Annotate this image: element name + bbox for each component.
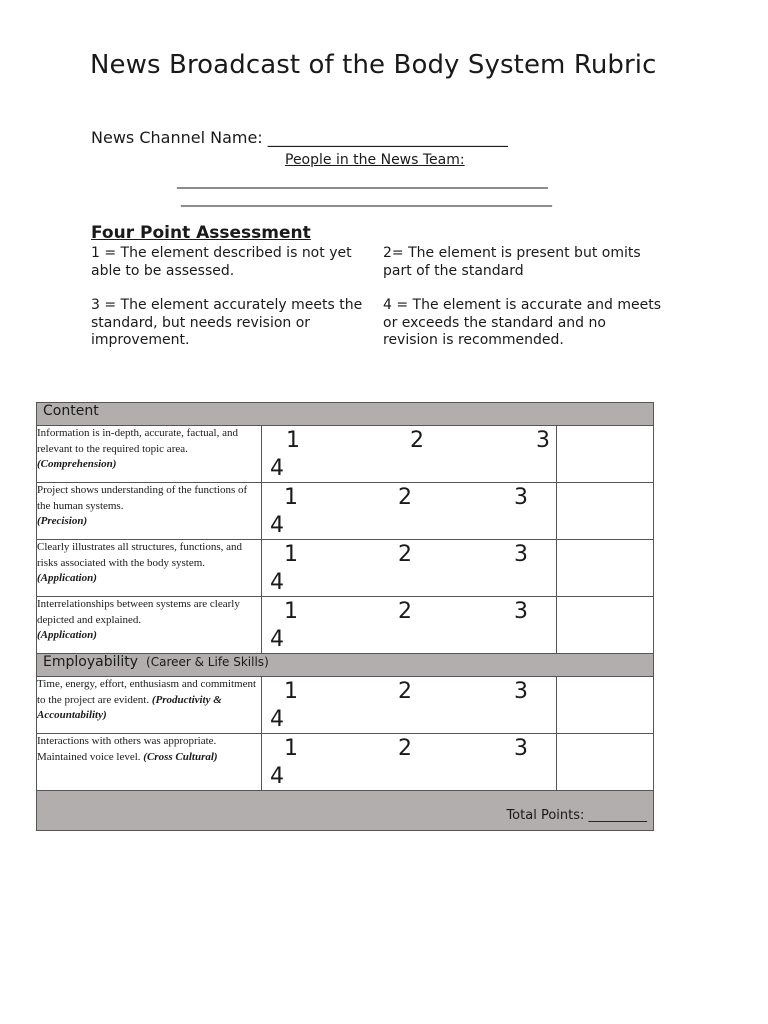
section-title: Employability — [43, 654, 139, 670]
criterion-description — [37, 540, 262, 597]
criterion-tag: (Comprehension) — [37, 458, 117, 470]
section-row-content — [37, 403, 654, 426]
criterion-tag: (Cross Cultural) — [143, 750, 218, 763]
criterion-text: Interrelationships between systems are clearly depicted and explained. — [37, 598, 240, 626]
total-row — [37, 791, 654, 831]
channel-name-field[interactable]: News Channel Name: ______________________________ — [91, 128, 508, 147]
points-cell[interactable] — [557, 734, 654, 791]
criterion-description — [37, 426, 262, 483]
score-option-2[interactable]: 2 — [398, 736, 412, 761]
criterion-text: Information is in-depth, accurate, factual, and relevant to the required topic area. — [37, 427, 238, 455]
score-option-3[interactable]: 3 — [514, 679, 528, 704]
section-title: Content — [43, 403, 99, 419]
score-option-1[interactable]: 1 — [284, 485, 298, 510]
score-cell — [262, 597, 557, 654]
score-option-2[interactable]: 2 — [410, 428, 424, 453]
rubric-table — [36, 402, 654, 831]
scale-3-description: 3 = The element accurately meets the standard, but needs revision or improvement. — [91, 297, 363, 348]
table-row — [37, 540, 654, 597]
table-row — [37, 677, 654, 734]
score-option-1[interactable]: 1 — [286, 428, 300, 453]
score-option-4[interactable]: 4 — [270, 627, 284, 652]
score-cell — [262, 734, 557, 791]
score-option-4[interactable]: 4 — [270, 513, 284, 538]
score-option-3[interactable]: 3 — [514, 485, 528, 510]
criterion-description — [37, 734, 262, 791]
total-points-field[interactable]: Total Points: _________ — [506, 808, 648, 823]
team-blank-line[interactable]: _____________________________________________________ — [181, 191, 552, 207]
criterion-description — [37, 483, 262, 540]
criterion-description — [37, 597, 262, 654]
assessment-heading: Four Point Assessment — [91, 223, 311, 243]
criterion-text: Time, energy, effort, enthusiasm and commitment to the project are evident. — [37, 678, 257, 706]
table-row — [37, 426, 654, 483]
score-option-1[interactable]: 1 — [284, 542, 298, 567]
criterion-tag: (Application) — [37, 572, 97, 584]
criterion-text: Project shows understanding of the functions of the human systems. — [37, 484, 248, 512]
people-label: People in the News Team: — [285, 152, 465, 168]
score-option-2[interactable]: 2 — [398, 599, 412, 624]
table-row — [37, 597, 654, 654]
criterion-text: Interactions with others was appropriate. Maintained voice level. — [37, 735, 217, 763]
score-option-3[interactable]: 3 — [514, 736, 528, 761]
criterion-tag: (Application) — [37, 629, 97, 641]
score-option-4[interactable]: 4 — [270, 456, 284, 481]
score-option-4[interactable]: 4 — [270, 707, 284, 732]
points-cell[interactable] — [557, 540, 654, 597]
score-option-4[interactable]: 4 — [270, 570, 284, 595]
score-cell — [262, 677, 557, 734]
points-cell[interactable] — [557, 483, 654, 540]
team-blank-line[interactable]: _____________________________________________________ — [177, 173, 548, 189]
points-cell[interactable] — [557, 597, 654, 654]
score-option-2[interactable]: 2 — [398, 485, 412, 510]
criterion-text: Clearly illustrates all structures, functions, and risks associated with the body system. — [37, 541, 242, 569]
score-option-2[interactable]: 2 — [398, 679, 412, 704]
section-subtitle: (Career & Life Skills) — [146, 655, 269, 669]
score-option-3[interactable]: 3 — [536, 428, 550, 453]
page-title: News Broadcast of the Body System Rubric — [90, 50, 657, 80]
score-cell — [262, 540, 557, 597]
criterion-tag: (Precision) — [37, 515, 88, 527]
section-row-employability — [37, 654, 654, 677]
scale-1-description: 1 = The element described is not yet able to be assessed. — [91, 245, 352, 279]
table-row — [37, 483, 654, 540]
points-cell[interactable] — [557, 677, 654, 734]
score-option-3[interactable]: 3 — [514, 599, 528, 624]
score-option-3[interactable]: 3 — [514, 542, 528, 567]
score-option-2[interactable]: 2 — [398, 542, 412, 567]
score-option-1[interactable]: 1 — [284, 736, 298, 761]
score-cell — [262, 426, 557, 483]
criterion-description — [37, 677, 262, 734]
scale-2-description: 2= The element is present but omits part of the standard — [383, 245, 641, 279]
score-option-1[interactable]: 1 — [284, 679, 298, 704]
score-option-1[interactable]: 1 — [284, 599, 298, 624]
scale-4-description: 4 = The element is accurate and meets or exceeds the standard and no revision is recommended. — [383, 297, 662, 348]
score-option-4[interactable]: 4 — [270, 764, 284, 789]
points-cell[interactable] — [557, 426, 654, 483]
criterion-tag: (Productivity & Accountability) — [37, 693, 222, 721]
score-cell — [262, 483, 557, 540]
table-row — [37, 734, 654, 791]
